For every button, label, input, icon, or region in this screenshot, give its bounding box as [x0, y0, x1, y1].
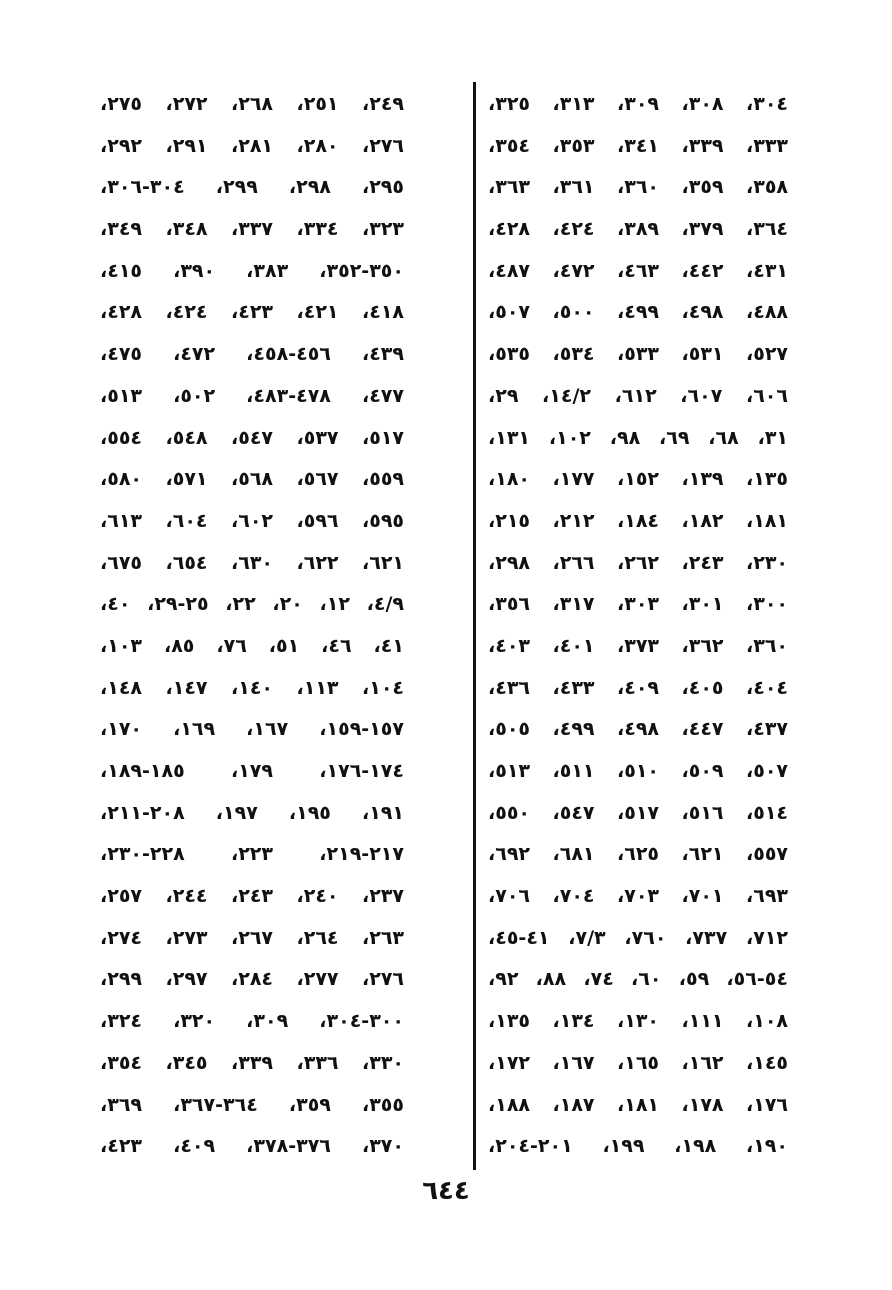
index-line: ٤/٩، ١٢، ٢٠، ٢٢، ٢٥-٢٩، ٤٠، [100, 593, 404, 616]
index-line: ٥١٤، ٥١٦، ٥١٧، ٥٤٧، ٥٥٠، [488, 801, 789, 824]
index-line: ٥١٧، ٥٣٧، ٥٤٧، ٥٤٨، ٥٥٤، [100, 426, 405, 449]
index-line: ٤٣٧، ٤٤٧، ٤٩٨، ٤٩٩، ٥٠٥، [488, 718, 789, 741]
index-line: ٤٧٧، ٤٧٨-٤٨٣، ٥٠٢، ٥١٣، [100, 384, 404, 407]
index-line: ٥٥٧، ٦٢١، ٦٢٥، ٦٨١، ٦٩٢، [488, 843, 789, 866]
index-line: ٦٩٣، ٧٠١، ٧٠٣، ٧٠٤، ٧٠٦، [488, 885, 789, 908]
index-line: ٣٣٠، ٣٣٦، ٣٣٩، ٣٤٥، ٣٥٤، [100, 1051, 405, 1074]
index-line: ١٧٤-١٧٦، ١٧٩، ١٨٥-١٨٩، [100, 760, 404, 782]
index-line: ٤٨٨، ٤٩٨، ٤٩٩، ٥٠٠، ٥٠٧، [488, 301, 789, 324]
column-divider [473, 82, 476, 1170]
index-line: ٣٥٠-٣٥٢، ٣٨٣، ٣٩٠، ٤١٥، [100, 259, 404, 282]
index-line: ٤٠٤، ٤٠٥، ٤٠٩، ٤٣٣، ٤٣٦، [488, 676, 789, 699]
index-line: ٣٠٠، ٣٠١، ٣٠٣، ٣١٧، ٣٥٦، [488, 593, 789, 616]
index-line: ٢٤٩، ٢٥١، ٢٦٨، ٢٧٢، ٢٧٥، [100, 93, 405, 115]
index-line: ٣٣٣، ٣٣٩، ٣٤١، ٣٥٣، ٣٥٤، [488, 134, 789, 157]
index-line: ٢٣٠، ٢٤٣، ٢٦٢، ٢٦٦، ٢٩٨، [488, 551, 789, 574]
index-line: ٣٧٠، ٣٧٦-٣٧٨، ٤٠٩، ٤٢٣، [100, 1135, 404, 1158]
page-number: ٦٤٤ [422, 1176, 470, 1206]
index-line: ٢٧٦، ٢٨٠، ٢٨١، ٢٩١، ٢٩٢، [100, 134, 405, 157]
index-line: ٥٩٥، ٥٩٦، ٦٠٢، ٦٠٤، ٦١٣، [100, 509, 405, 532]
index-line: ٣٠٠-٣٠٤، ٣٠٩، ٣٢٠، ٣٢٤، [100, 1010, 404, 1033]
index-line: ٦٢١، ٦٢٢، ٦٣٠، ٦٥٤، ٦٧٥، [100, 551, 405, 574]
index-column-right [488, 84, 788, 1168]
index-line: ٣٦٤، ٣٧٩، ٣٨٩، ٤٢٤، ٤٢٨، [488, 218, 789, 241]
index-line: ٣٠٤، ٣٠٨، ٣٠٩، ٣١٣، ٣٢٥، [488, 93, 789, 115]
index-line: ٤٣١، ٤٤٢، ٤٦٣، ٤٧٢، ٤٨٧، [488, 259, 789, 282]
index-line: ١٣٥، ١٣٩، ١٥٢، ١٧٧، ١٨٠، [488, 468, 789, 491]
index-line: ٢٩٥، ٢٩٨، ٢٩٩، ٣٠٤-٣٠٦، [100, 176, 404, 199]
index-line: ٥٠٧، ٥٠٩، ٥١٠، ٥١١، ٥١٣، [488, 760, 789, 782]
index-column-left [100, 84, 404, 1168]
index-line: ٥٢٧، ٥٣١، ٥٣٣، ٥٣٤، ٥٣٥، [488, 343, 789, 366]
index-line: ١٠٤، ١١٣، ١٤٠، ١٤٧، ١٤٨، [100, 676, 405, 699]
index-line: ١٤٥، ١٦٢، ١٦٥، ١٦٧، ١٧٢، [488, 1051, 789, 1074]
index-line: ٣٥٥، ٣٥٩، ٣٦٤-٣٦٧، ٣٦٩، [100, 1093, 404, 1116]
index-line: ٧١٢، ٧٣٧، ٧٦٠، ٧/٣، ٤١-٤٥، [488, 926, 788, 949]
index-line: ١٧٦، ١٧٨، ١٨١، ١٨٧، ١٨٨، [488, 1093, 789, 1116]
index-line: ٣٦٠، ٣٦٢، ٣٧٣، ٤٠١، ٤٠٣، [488, 634, 789, 657]
index-line: ٣٢٣، ٣٣٤، ٣٣٧، ٣٤٨، ٣٤٩، [100, 218, 405, 241]
index-line: ٢١٧-٢١٩، ٢٢٣، ٢٢٨-٢٣٠، [100, 843, 404, 866]
index-line: ٥٤-٥٦، ٥٩، ٦٠، ٧٤، ٨٨، ٩٢، [488, 968, 788, 991]
index-line: ١٩٠، ١٩٨، ١٩٩، ٢٠١-٢٠٤، [488, 1135, 788, 1158]
index-line: ١٠٨، ١١١، ١٣٠، ١٣٤، ١٣٥، [488, 1010, 789, 1033]
index-line: ١٥٧-١٥٩، ١٦٧، ١٦٩، ١٧٠، [100, 718, 404, 741]
index-line: ٣١، ٦٨، ٦٩، ٩٨، ١٠٢، ١٣١، [488, 426, 789, 449]
index-line: ١٩١، ١٩٥، ١٩٧، ٢٠٨-٢١١، [100, 801, 404, 824]
index-line: ٢٣٧، ٢٤٠، ٢٤٣، ٢٤٤، ٢٥٧، [100, 885, 405, 908]
index-line: ٤٣٩، ٤٥٦-٤٥٨، ٤٧٢، ٤٧٥، [100, 343, 404, 366]
index-line: ١٨١، ١٨٢، ١٨٤، ٢١٢، ٢١٥، [488, 509, 789, 532]
index-line: ٣٥٨، ٣٥٩، ٣٦٠، ٣٦١، ٣٦٣، [488, 176, 789, 199]
index-line: ٤١، ٤٦، ٥١، ٧٦، ٨٥، ١٠٣، [100, 634, 404, 657]
index-line: ٢٧٦، ٢٧٧، ٢٨٤، ٢٩٧، ٢٩٩، [100, 968, 405, 991]
index-line: ٤١٨، ٤٢١، ٤٢٣، ٤٢٤، ٤٢٨، [100, 301, 405, 324]
index-line: ٦٠٦، ٦٠٧، ٦١٢، ١٤/٢، ٢٩، [488, 384, 788, 407]
index-line: ٥٥٩، ٥٦٧، ٥٦٨، ٥٧١، ٥٨٠، [100, 468, 405, 491]
index-line: ٢٦٣، ٢٦٤، ٢٦٧، ٢٧٣، ٢٧٤، [100, 926, 405, 949]
